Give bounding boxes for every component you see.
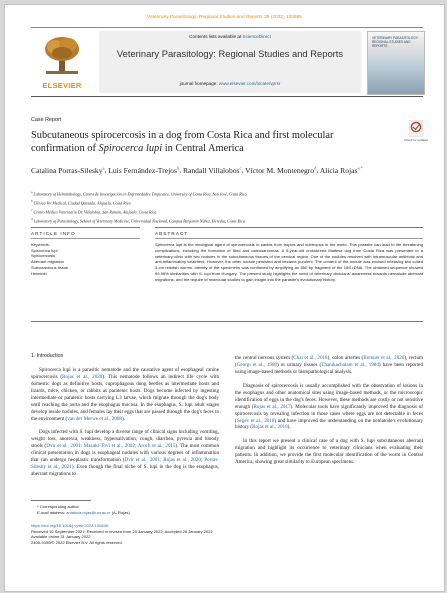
citation-link[interactable]: Dvir et al., 2001; Rojas et al., 2020; Porras-Silesky et al., 2021 (31, 457, 219, 471)
keyword[interactable]: Spirocerca lupi (31, 247, 58, 253)
citation-link[interactable]: Thanikachalam et al., 1984 (321, 361, 379, 368)
citation-link[interactable]: Rojas et al., 2018 (252, 424, 288, 431)
divider (31, 321, 423, 322)
crossmark-icon[interactable] (409, 120, 423, 137)
sciencedirect-link[interactable]: ScienceDirect (242, 34, 271, 39)
affiliation: $^d$ Laboratory of Parasitology, School of Veterinary Medicine, Universidad Nacional, Campus Benjamín Núñez, Heredia, Costa Rica (31, 216, 245, 223)
journal-header (31, 27, 423, 97)
author-list: Catalina Porras-Silesky$^a$, Luis Fernández-Trejos$^b$, Randall Villalobos$^c$, Víctor M. Montenegro$^d$, Alicia Rojas$^{a,*}$ (31, 165, 363, 175)
author[interactable]: Víctor M. Montenegro$^d$ (245, 165, 317, 175)
copyright-line: 2405-9390/© 2022 Elsevier B.V. All rights reserved. (31, 540, 123, 546)
citation-link[interactable]: van der Merwe et al., 2008 (67, 415, 122, 422)
article-type: Case Report (31, 117, 62, 123)
cover-title: VETERINARY PARASITOLOGY: REGIONAL STUDIES AND REPORTS (372, 36, 419, 48)
affiliation: $^a$ Laboratory of Helminthology, Centro de Investigación en Enfermedades Tropicales, University of Costa Rica, San José, Costa Rica (31, 190, 247, 197)
citation-link[interactable]: Dvir et al., 2001; Mazaki-Tovi et al., 2002; Aroch et al., 2015 (46, 443, 176, 450)
elsevier-wordmark: ELSEVIER (42, 81, 82, 90)
keywords-label: Keywords: (31, 242, 50, 247)
contents-availability (99, 34, 361, 39)
citation-link[interactable]: Rojas et al., 2020 (62, 373, 103, 380)
citation-link[interactable]: Segev et al., 2018 (236, 417, 275, 424)
homepage-prefix: journal homepage: (179, 81, 219, 86)
author[interactable]: Randall Villalobos$^c$ (182, 165, 242, 175)
online-date: Available online 31 January 2022 (31, 534, 91, 540)
body-paragraph: Spirocerca lupi is a parasitic nematode and the causative agent of esophageal canine spirocercosis (Rojas et al., 2020). This nematode follows an indirect life cycle with domestic dogs as definitive hosts, coprophagous dung beetles as intermediate hosts and lizards, mice, chicken, or rabbits as paratenic hosts. Dogs become infected by ingesting intermediate or paratenic hosts carrying L3 larvae, which migrate through the dog's body until reaching the aorta and the esophagus mucosa. In the esophagus, S. lupi adult stages develop inside nodules, and females lay their eggs that are passed through the dog's feces to the environment (van der Merwe et al., 2008). (31, 366, 219, 422)
homepage-link[interactable]: www.elsevier.com/locate/vprsr (218, 81, 281, 86)
body-column-right (235, 355, 423, 473)
keyword[interactable]: Helminth (31, 270, 47, 276)
abstract-text (155, 242, 423, 282)
body-paragraph: Diagnosis of spirocercosis is usually accomplished with the observation of lesions in the esophagus and other anatomical sites using image-based methods, or the microscopic identification of eggs in the dog's feces. However, these methods are costly or not sensitive enough (Rojas et al., 2017). Molecular tools have significantly improved the diagnosis of spirocercosis by revealing infection in those cases where eggs are not detectable in feces (Segev et al., 2018) and have improved the understanding on the nematode's evolutionary history (Rojas et al., 2018). (235, 382, 423, 431)
corresponding-author-note: * Corresponding author. (37, 504, 80, 509)
received-dates: Received 10 September 2021; Received in revised form 20 January 2022; Accepted 26 January 2022 (31, 528, 213, 534)
body-paragraph: the central nervous system (Chai et al., 2018), colon arteries (Brenner et al., 2020), rectum (Georgi et al., 1980) or urinary tissues (Thanikachalam et al., 1984) have been reported using image-based methods or histopathological analysis. (235, 355, 424, 375)
doi-link[interactable]: https://doi.org/10.1016/j.vprsr.2022.100695 (31, 523, 108, 528)
journal-banner (99, 31, 361, 93)
article-page (4, 4, 445, 592)
divider (31, 238, 140, 239)
crossmark-label: Check for updates (403, 138, 429, 142)
affiliation: $^c$ Centro Médico Veterinario Dr. Villalobos, San Ramón, Alajuela, Costa Rica (31, 207, 157, 215)
keywords-block (31, 242, 140, 276)
title-part2: in Central America (162, 143, 244, 154)
title-part1: Subcutaneous spirocercosis in a dog from Costa Rica and first molecular confirmation of (31, 130, 334, 154)
section-heading: 1. Introduction (31, 353, 64, 359)
divider (31, 227, 140, 228)
title-species: Spirocerca lupi (98, 143, 163, 154)
journal-cover-thumbnail (367, 31, 425, 95)
email-line: E-mail address: anadicia.rojas@ucr.ac.cr (A. Rojas). (37, 509, 131, 515)
author[interactable]: Alicia Rojas$^{a,*}$ (319, 165, 363, 175)
citation-link[interactable]: Chai et al., 2018 (293, 355, 328, 361)
body-paragraph: In this report we present a clinical case of a dog with S. lupi subcutaneous aberrant migration and highlight its occurrence to veterinary clinicians when evaluating their patients. In addition, we provide the first molecular identification of the worm in Central America, showing great similarity to European specimens. (235, 438, 423, 466)
keyword[interactable]: Aberrant migration (31, 259, 64, 265)
journal-homepage (99, 81, 361, 86)
author[interactable]: Catalina Porras-Silesky$^a$ (31, 165, 105, 175)
affiliations (31, 189, 423, 224)
elsevier-tree-icon (42, 35, 82, 75)
body-column-left (31, 353, 219, 485)
author[interactable]: Luis Fernández-Trejos$^b$ (108, 165, 180, 175)
abstract-species: Spirocerca lupi (155, 242, 183, 247)
citation-link[interactable]: Georgi et al., 1980 (236, 361, 278, 368)
citation-link[interactable]: Rojas et al., 2017 (253, 403, 291, 410)
divider (155, 227, 423, 228)
keyword[interactable]: Subcutaneous tissue (31, 264, 69, 270)
abstract-heading: ABSTRACT (155, 231, 189, 236)
corresponding-footnote (31, 504, 231, 515)
publication-info (31, 523, 291, 546)
article-title (31, 129, 376, 155)
email-link[interactable]: anadicia.rojas@ucr.ac.cr (66, 509, 111, 515)
article-info-heading: ARTICLE INFO (31, 231, 76, 236)
abstract-body: is the etiological agent of spirocercosis in canids from tropics and subtropics in the world. This parasite can lead to life threatening complications, including the formation of fibro and osteosarcomas. A 5-year-old crossbreed Maltese dog from Costa Rica was presented to a veterinary clinic with two nodules in the subcutaneous tissues of the cervical region. One of the nodules resolved with intramuscular antibiotic and anti-inflammatory treatment. However, the other nodule persisted and became purulent. The content of the nodule was excised releasing two coiled 3-cm reddish worms. Identity of the specimens was confirmed by amplifying an 850 bp fragment of the 18S rDNA. The obtained sequence showed 99.96% similarities with S. lupi from Hungary. The present study highlights the need of veterinary clinicians' awareness towards nematode aberrant migrations, and the require of molecular studies to gain insight into the parasite's evolutionary history. (155, 242, 423, 282)
affiliation: $^b$ Clínica Vet Medical, Ciudad Quesada, Alajuela, Costa Rica (31, 198, 131, 206)
keyword[interactable]: Spirocercosis (31, 253, 56, 259)
citation-link[interactable]: Brenner et al., 2020 (363, 355, 405, 361)
contents-prefix: Contents lists available at (189, 34, 243, 39)
journal-title: Veterinary Parasitology: Regional Studies and Reports (116, 48, 344, 59)
body-paragraph: Dogs infected with S. lupi develop a diverse range of clinical signs including vomiting, weight loss, anorexia, weakness, hypersalivation, cough, diarrhea, pyrexia and bloody stools (Dvir et al., 2001; Mazaki-Tovi et al., 2002; Aroch et al., 2015). The most common clinical presentation in dogs is esophageal nodules with various degrees of inflammation that can undergo neoplastic transformation (Dvir et al., 2001; Rojas et al., 2020; Porras-Silesky et al., 2021). Even though the final niche of S. lupi in the dog is the esophagus, aberrant migrations to (31, 429, 219, 478)
running-head: Veterinary Parasitology: Regional Studies and Reports 29 (2022) 100695 (147, 15, 302, 20)
divider (31, 500, 91, 501)
elsevier-logo (31, 30, 93, 94)
divider (155, 238, 423, 239)
